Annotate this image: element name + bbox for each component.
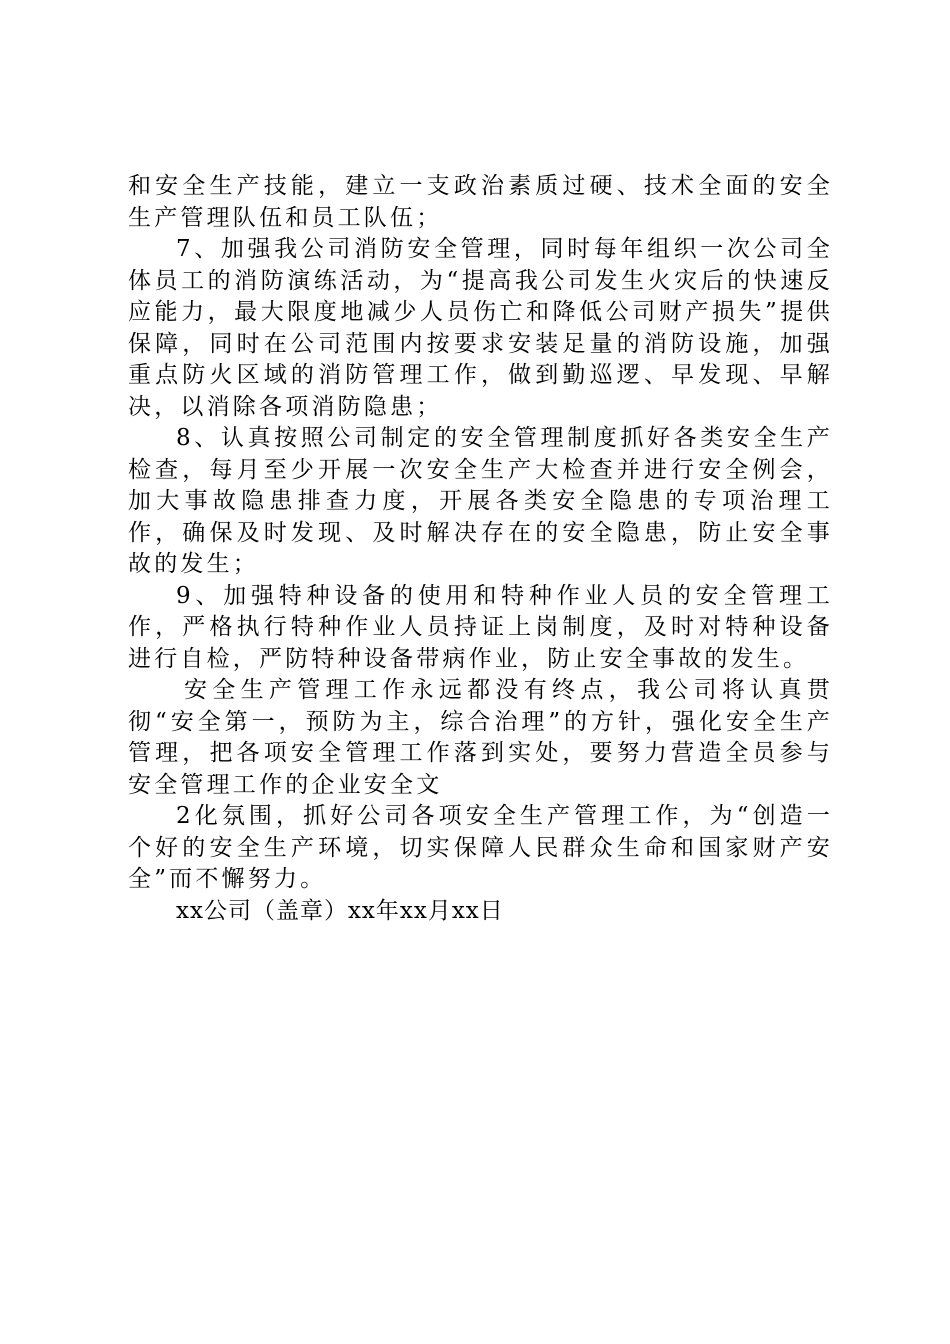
paragraph-continuation: 和安全生产技能，建立一支政治素质过硬、技术全面的安全生产管理队伍和员工队伍； — [128, 173, 833, 231]
paragraph-conclusion-continued: 2化氛围，抓好公司各项安全生产管理工作，为“创造一个好的安全生产环境，切实保障人民群众生命和国家财产安全”而不懈努力。 — [128, 803, 833, 892]
document-body — [128, 171, 833, 927]
paragraph-item-7: 7、加强我公司消防安全管理，同时每年组织一次公司全体员工的消防演练活动，为“提高我公司发生火灾后的快速反应能力，最大限度地减少人员伤亡和降低公司财产损失”提供保障，同时在公司范围内按要求安装足量的消防设施，加强重点防火区域的消防管理工作，做到勤巡逻、早发现、早解决，以消除各项消防隐患； — [128, 236, 833, 420]
paragraph-item-9: 9、加强特种设备的使用和特种作业人员的安全管理工作，严格执行特种作业人员持证上岗制度，及时对特种设备进行自检，严防特种设备带病作业，防止安全事故的发生。 — [128, 582, 833, 672]
paragraph-item-8: 8、认真按照公司制定的安全管理制度抓好各类安全生产检查，每月至少开展一次安全生产大检查并进行安全例会，加大事故隐患排查力度，开展各类安全隐患的专项治理工作，确保及时发现、及时解决存在的安全隐患，防止安全事故的发生； — [128, 425, 833, 577]
paragraph-conclusion: 安全生产管理工作永远都没有终点，我公司将认真贯彻“安全第一，预防为主，综合治理”的方针，强化安全生产管理，把各项安全管理工作落到实处，要努力营造全员参与安全管理工作的企业安全文 — [128, 677, 833, 798]
signature-line: xx公司（盖章）xx年xx月xx日 — [176, 897, 504, 924]
